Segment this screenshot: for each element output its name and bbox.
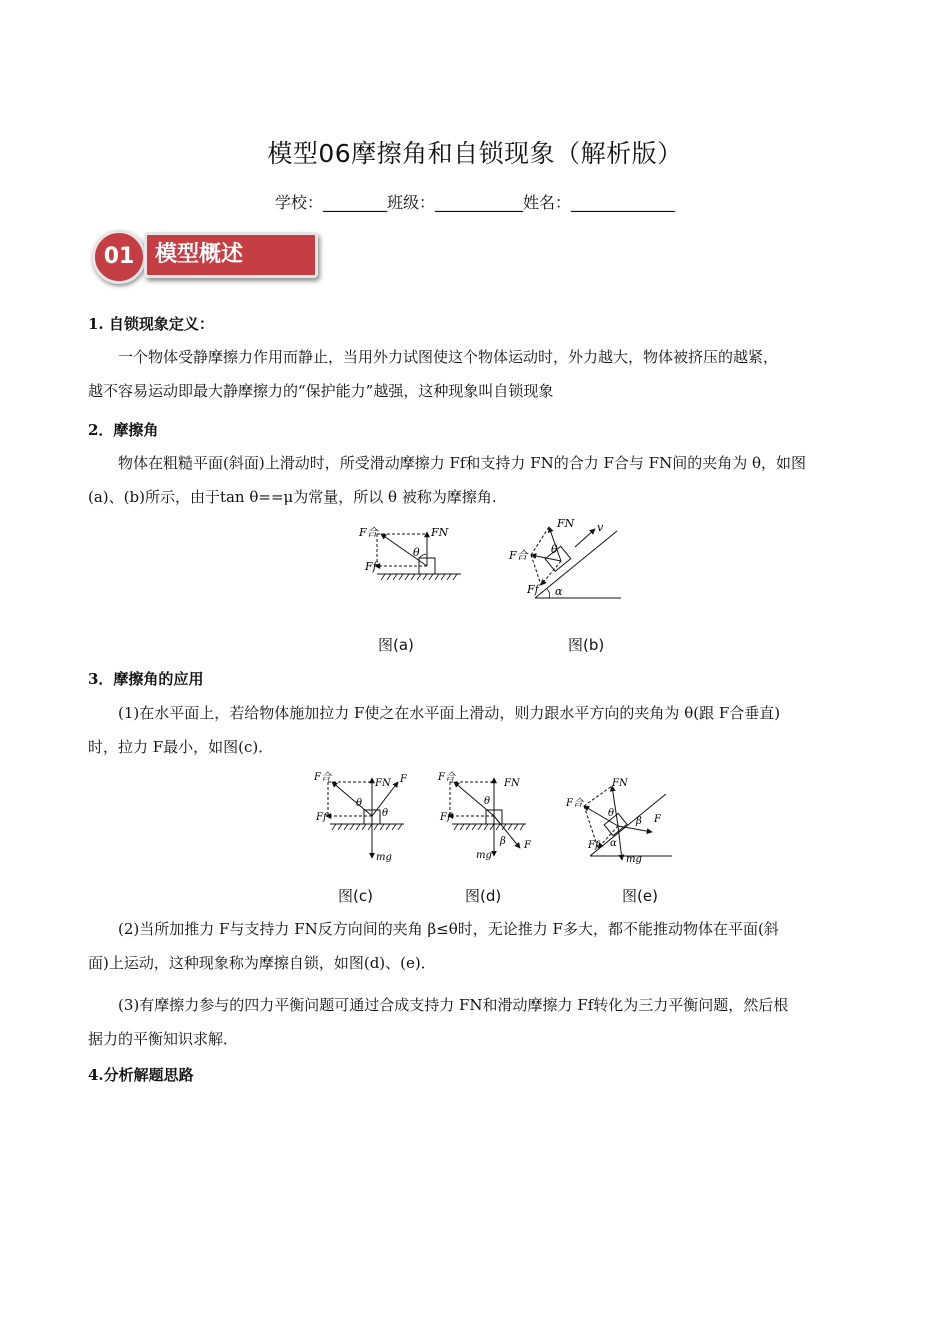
figure-label: F合 (509, 549, 528, 562)
paragraph-line: 越不容易运动即最大静摩擦力的“保护能力”越强，这种现象叫自锁现象 (88, 382, 554, 400)
figure-label: v (597, 521, 604, 534)
paragraph-line: (a)、(b)所示，由于tan θ==μ为常量，所以 θ 被称为摩擦角. (88, 488, 497, 506)
figure-c-caption: 图(c) (338, 887, 373, 905)
section-badge (92, 228, 316, 280)
paragraph-line: 据力的平衡知识求解． (88, 1030, 239, 1048)
figure-b-diagram (505, 515, 625, 601)
paragraph-line: (2)当所加推力 F与支持力 FN反方向间的夹角 β≤θ时，无论推力 F多大，都不能推动物体在平面(斜 (118, 920, 779, 938)
figure-label: Ff (527, 583, 539, 596)
figure-label: mg (626, 854, 642, 865)
figure-c-diagram (312, 768, 412, 866)
figure-label: θ (413, 546, 420, 559)
figure-label: mg (476, 850, 492, 861)
badge-number: 01 (92, 230, 146, 284)
section-2-heading: 2．摩擦角 (88, 421, 159, 439)
section-4-heading: 4.分析解题思路 (88, 1066, 194, 1084)
figure-label: θ (356, 798, 363, 809)
figure-label: F合 (566, 798, 583, 809)
figure-e-caption: 图(e) (622, 887, 658, 905)
figure-label: θ (382, 808, 389, 819)
section-3-paragraph-1 (88, 696, 864, 764)
paragraph-line: 一个物体受静摩擦力作用而静止，当用外力试图使这个物体运动时，外力越大，物体被挤压的越紧， (118, 348, 779, 366)
figure-label: FN (375, 778, 391, 789)
figure-label: F (524, 840, 531, 851)
figure-label: θ (551, 543, 558, 556)
figure-label: Ff (588, 840, 599, 851)
section-2-paragraph (88, 446, 864, 514)
figure-label: F合 (438, 772, 455, 783)
figure-label: Ff (365, 560, 377, 573)
figure-label: α (555, 585, 563, 598)
paragraph-line: (3)有摩擦力参与的四力平衡问题可通过合成支持力 FN和滑动摩擦力 Ff转化为三力平衡问题，然后根 (118, 996, 789, 1014)
figure-a-diagram (355, 522, 467, 604)
figure-label: Ff (440, 812, 451, 823)
badge-label: 模型概述 (144, 232, 318, 278)
paragraph-line: 物体在粗糙平面(斜面)上滑动时，所受滑动摩擦力 Ff和支持力 FN的合力 F合与 FN间的夹角为 θ，如图 (118, 454, 807, 472)
figure-label: θ (484, 796, 491, 807)
paragraph-line: (1)在水平面上，若给物体施加拉力 F使之在水平面上滑动，则力跟水平方向的夹角为 θ(跟 F合垂直) (118, 704, 781, 722)
section-3-heading: 3．摩擦角的应用 (88, 670, 204, 688)
figure-label: F合 (314, 772, 331, 783)
section-3-paragraph-2 (88, 912, 864, 980)
figure-label: Ff (316, 812, 327, 823)
figure-label: α (610, 838, 617, 849)
figure-label: FN (504, 778, 520, 789)
figure-label: FN (431, 526, 449, 539)
paragraph-line: 时，拉力 F最小，如图(c)． (88, 738, 274, 756)
page-title: 模型06摩擦角和自锁现象（解析版） (267, 139, 683, 168)
figure-label: F (400, 774, 407, 785)
figure-label: β (636, 816, 642, 827)
figure-label: β (500, 836, 506, 847)
figure-a-caption: 图(a) (378, 636, 414, 654)
figure-d-caption: 图(d) (465, 887, 502, 905)
figure-label: mg (376, 852, 392, 863)
section-3-paragraph-3 (88, 988, 864, 1056)
figure-label: θ (608, 808, 615, 819)
figure-e-diagram (562, 778, 674, 870)
figure-label: F合 (359, 526, 378, 539)
figure-label: F (654, 814, 661, 825)
section-1-heading: 1. 自锁现象定义： (88, 315, 214, 333)
figure-label: FN (557, 517, 575, 530)
section-1-paragraph (88, 340, 864, 408)
figure-label: FN (612, 778, 628, 789)
paragraph-line: 面)上运动，这种现象称为摩擦自锁，如图(d)、(e)． (88, 954, 436, 972)
school-info-line: 学校：________班级：___________姓名：_____________ (274, 193, 675, 212)
figure-d-diagram (434, 768, 538, 866)
figure-b-caption: 图(b) (568, 636, 605, 654)
